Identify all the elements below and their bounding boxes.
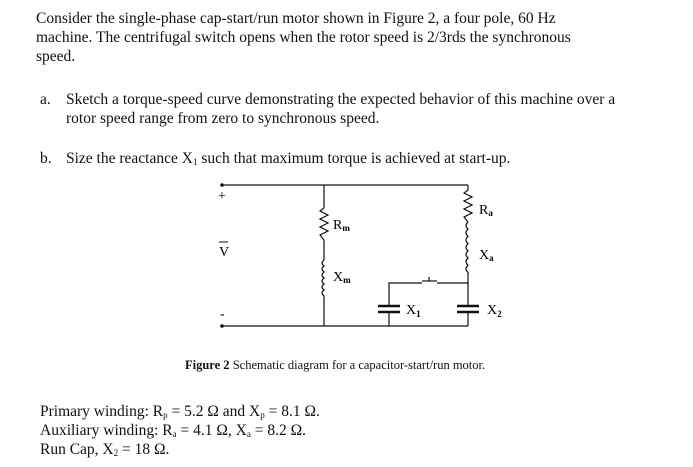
intro-line-2: machine. The centrifugal switch opens when the rotor speed is 2/3rds the synchronous bbox=[36, 29, 571, 46]
xa-inductor bbox=[466, 222, 468, 272]
switch-wire-left bbox=[389, 283, 422, 305]
item-a-line-2: rotor speed range from zero to synchronous speed. bbox=[66, 110, 380, 127]
x2-label: $X_2$ bbox=[487, 303, 502, 319]
rm-resistor bbox=[320, 208, 328, 240]
xm-inductor bbox=[322, 260, 324, 298]
intro-line-3: speed. bbox=[36, 48, 76, 65]
x1-label: $X_1$ bbox=[406, 303, 421, 319]
figure-caption: Figure 2 Schematic diagram for a capacitor-start/run motor. bbox=[185, 358, 486, 372]
minus-label: - bbox=[220, 307, 225, 322]
item-a-marker: a. bbox=[40, 91, 51, 108]
bottom-terminal bbox=[220, 324, 224, 328]
top-terminal bbox=[220, 183, 224, 187]
voltage-label: V bbox=[219, 245, 230, 260]
rm-label: Rm bbox=[333, 218, 350, 233]
ra-resistor bbox=[464, 185, 472, 222]
item-b-marker: b. bbox=[40, 150, 52, 167]
ra-label: Ra bbox=[479, 203, 493, 218]
item-b-text: Size the reactance $X_1$ such that maximum torque is achieved at start-up. bbox=[66, 150, 511, 167]
xm-label: Xm bbox=[333, 270, 351, 285]
run-cap-params: Run Cap, $X_2 = 18$ Ω. bbox=[40, 441, 170, 458]
item-a-line-1: Sketch a torque-speed curve demonstrating the expected behavior of this machine over a bbox=[66, 91, 616, 108]
primary-winding-params: Primary winding: $R_p = 5.2$ Ω and $X_p = 8.1$ Ω. bbox=[40, 403, 320, 420]
plus-label: + bbox=[218, 189, 226, 204]
intro-line-1: Consider the single-phase cap-start/run motor shown in Figure 2, a four pole, 60 Hz bbox=[36, 10, 556, 27]
xa-label: Xa bbox=[479, 248, 494, 263]
auxiliary-winding-params: Auxiliary winding: $R_a = 4.1$ Ω, $X_a = 8.2$ Ω. bbox=[40, 422, 306, 439]
